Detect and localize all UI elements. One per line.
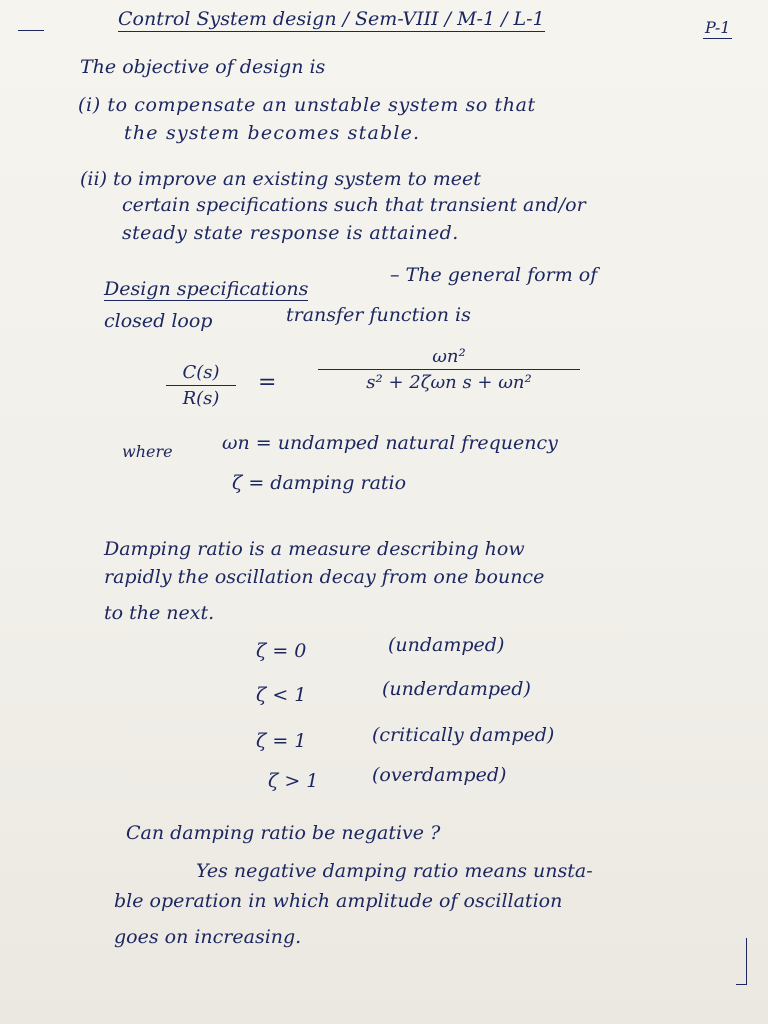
case-row [268,770,318,792]
design-spec-heading: Design specifications [104,278,309,300]
case-condition: ζ = 1 [256,730,307,752]
objective-item1-line1: (i) to compensate an unstable system so that [78,94,536,116]
damping-line2: rapidly the oscillation decay from one bounce [104,566,545,588]
zeta-definition: ζ = damping ratio [232,472,407,494]
case-label: (overdamped) [372,764,507,786]
tf-rhs-fraction [318,346,580,393]
case-condition: ζ < 1 [256,684,307,706]
margin-dash [18,30,44,31]
case-label: (undamped) [388,634,505,656]
page-number: P-1 [705,18,731,37]
case-row [256,730,306,752]
tf-rhs-denominator: s² + 2ζωn s + ωn² [366,372,532,393]
damping-line1: Damping ratio is a measure describing how [104,538,525,560]
objective-item2-line3: steady state response is attained. [122,222,459,244]
design-spec-text-line2a: closed loop [104,310,213,332]
case-label: (critically damped) [372,724,555,746]
tf-lhs-numerator: C(s) [182,362,220,383]
where-label: where [122,442,173,461]
objective-item2-line2: certain specifications such that transient and/or [122,194,586,216]
page-header-title: Control System design / Sem-VIII / M-1 / L-1 [118,8,545,30]
negative-answer-line2: ble operation in which amplitude of oscillation [114,890,563,912]
negative-question: Can damping ratio be negative ? [126,822,441,844]
case-row [256,640,306,662]
damping-line3: to the next. [104,602,215,624]
case-condition: ζ > 1 [268,770,319,792]
tf-rhs-numerator: ωn² [432,346,466,367]
case-condition: ζ = 0 [256,640,307,662]
negative-answer-line1: Yes negative damping ratio means unsta- [196,860,593,882]
tf-equals: = [258,370,277,395]
case-label: (underdamped) [382,678,531,700]
design-spec-text-line2b: transfer function is [286,304,471,326]
wn-definition: ωn = undamped natural frequency [222,432,558,454]
tf-lhs-denominator: R(s) [182,388,220,409]
tf-lhs-fraction [166,362,236,409]
case-row [256,684,306,706]
closing-bracket [736,938,747,985]
objective-intro: The objective of design is [80,56,326,78]
objective-item2-line1: (ii) to improve an existing system to meet [80,168,481,190]
objective-item1-line2: the system becomes stable. [124,122,421,144]
negative-answer-line3: goes on increasing. [114,926,302,948]
design-spec-text-line1: – The general form of [390,264,598,286]
